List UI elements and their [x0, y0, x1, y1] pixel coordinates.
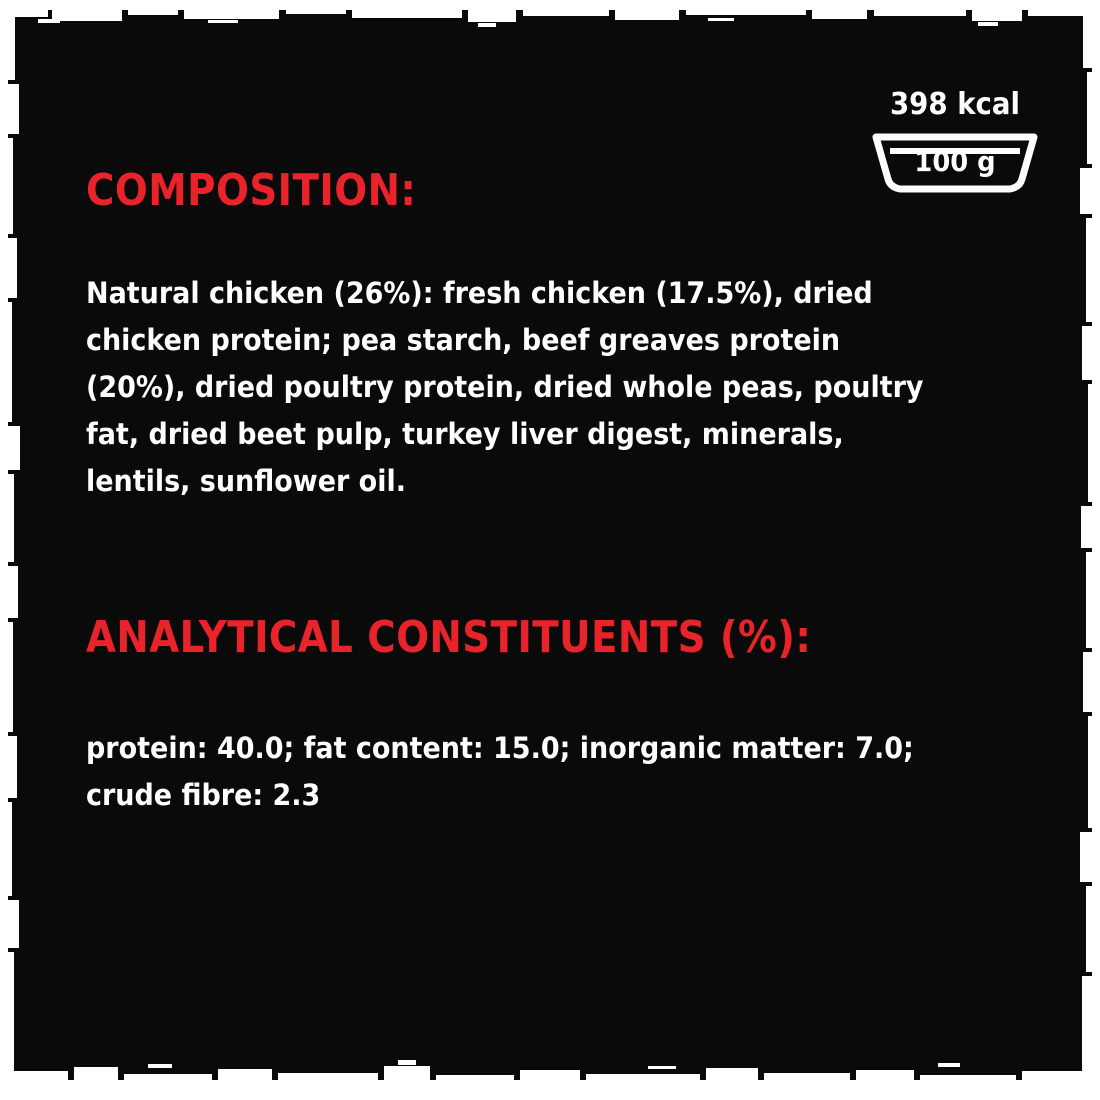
- top-rough-edge: [8, 10, 1092, 40]
- composition-text: Natural chicken (26%): fresh chicken (17.5%), dried chicken protein; pea starch, beef greaves protein (20%), dried poultry protein, dried whole peas, poultry fat, dried beet pulp, turkey liver digest, minerals, lentils, sunflower oil.: [86, 276, 924, 498]
- black-panel: [8, 10, 1092, 1080]
- bottom-rough-edge: [8, 1050, 1092, 1080]
- energy-badge: [870, 88, 1040, 193]
- right-rough-edge: [1066, 10, 1092, 1080]
- dog-bowl-icon: [870, 129, 1040, 193]
- energy-per-weight: 100 g: [914, 145, 996, 178]
- analytical-constituents-heading: ANALYTICAL CONSTITUENTS (%):: [86, 612, 812, 663]
- analytical-constituents-text: protein: 40.0; fat content: 15.0; inorganic matter: 7.0; crude fibre: 2.3: [86, 731, 914, 812]
- composition-heading: COMPOSITION:: [86, 165, 417, 216]
- energy-value: 398 kcal: [889, 87, 1021, 122]
- left-rough-edge: [8, 10, 34, 1080]
